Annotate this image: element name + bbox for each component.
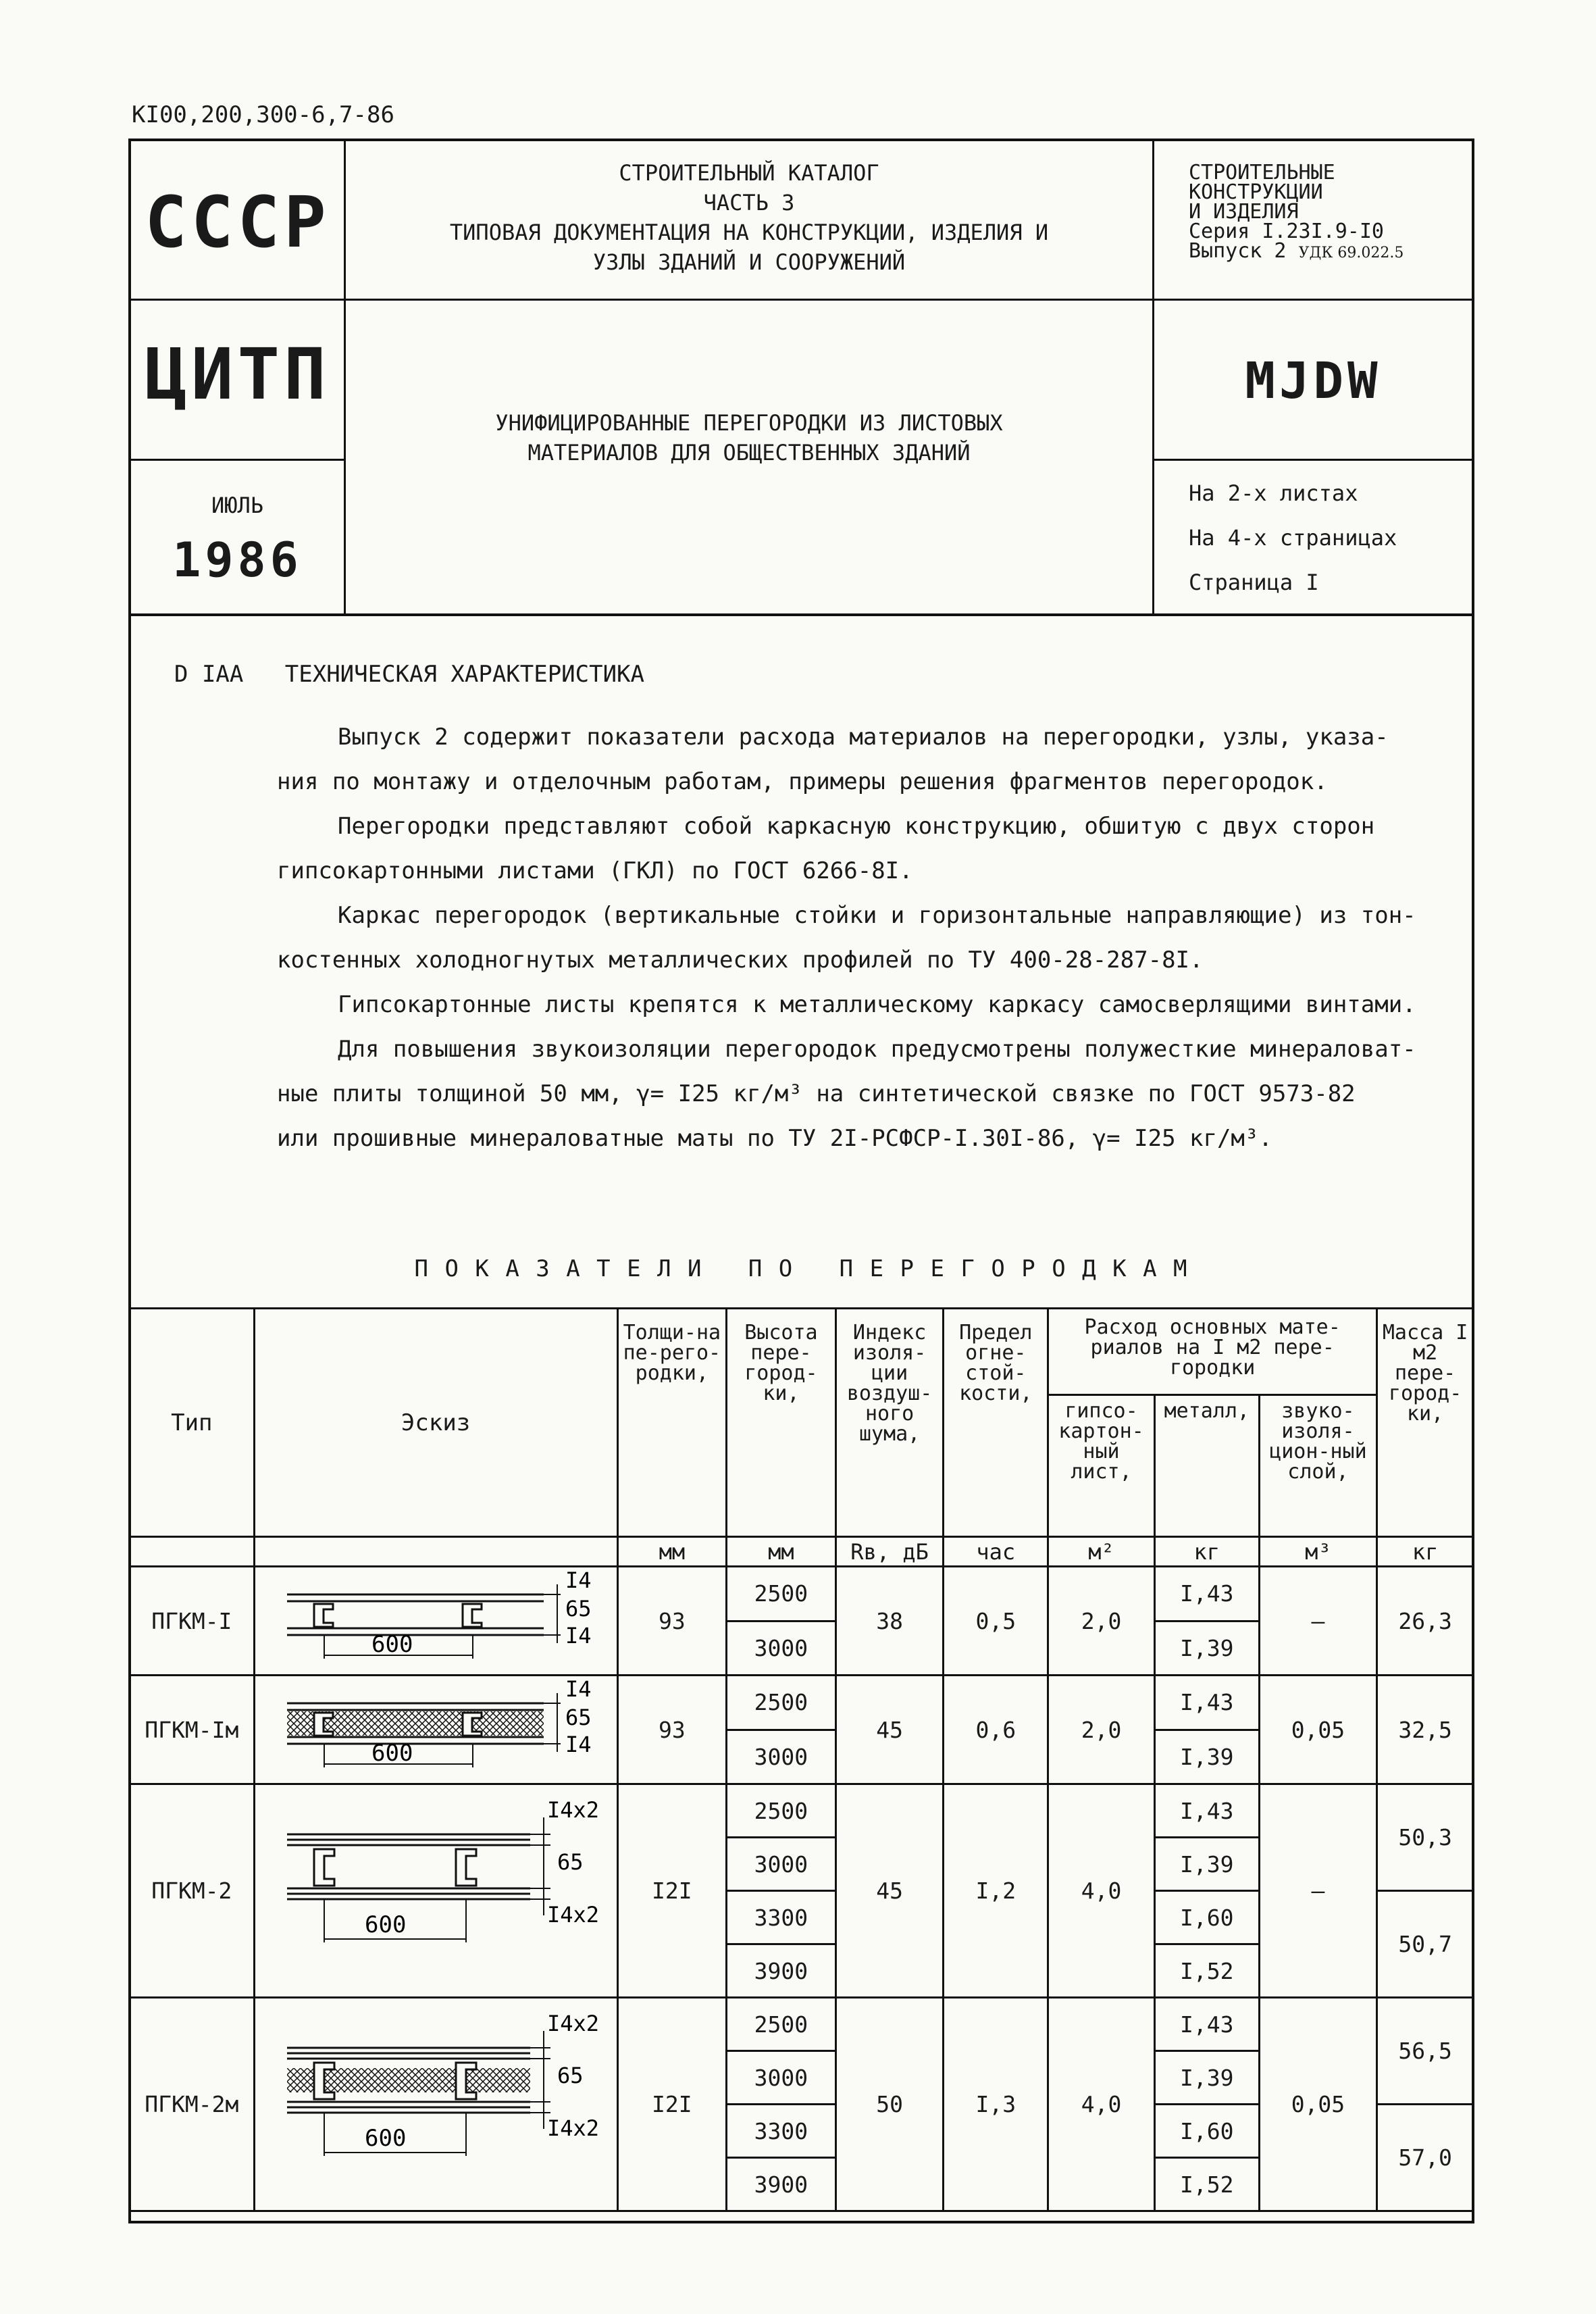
thickness-cell: I2I	[617, 1998, 727, 2211]
sketch-pgkm-2	[254, 1784, 617, 1998]
header-gkl	[1048, 1395, 1155, 1537]
indicators-table	[128, 1307, 1474, 2212]
catalog-line: УЗЛЫ ЗДАНИЙ И СООРУЖЕНИЙ	[592, 249, 906, 275]
fire-cell: 0,5	[944, 1567, 1048, 1676]
sketch-pgkm-2m	[254, 1998, 617, 2211]
paragraph-line: Перегородки представляют собой каркасную конструкцию, обшитую с двух сторон	[338, 813, 1375, 840]
header-index	[835, 1309, 944, 1537]
thickness-cell: I2I	[617, 1784, 727, 1998]
index-cell: 45	[835, 1676, 944, 1784]
header-insul	[1259, 1395, 1377, 1537]
metal-cell: I,43	[1154, 1998, 1259, 2051]
sheets-count: На 2-х листах	[1189, 480, 1358, 506]
fire-cell: I,3	[944, 1998, 1048, 2211]
mass-cell: 50,7	[1377, 1891, 1474, 1998]
year: 1986	[172, 532, 303, 588]
type-cell: ПГКМ-Iм	[130, 1676, 255, 1784]
dim-14x2: I4x2	[547, 2115, 600, 2141]
unit-gkl: м²	[1048, 1537, 1155, 1567]
paragraph-line: костенных холодногнутых металлических профилей по ТУ 400-28-287-8I.	[277, 947, 1204, 974]
metal-cell: I,39	[1154, 2051, 1259, 2105]
header-fire	[944, 1309, 1048, 1537]
series-block	[1189, 163, 1472, 263]
header-sketch: Эскиз	[254, 1309, 617, 1537]
thickness-cell: 93	[617, 1567, 727, 1676]
dim-14x2: I4x2	[547, 1796, 600, 1823]
dim-14: I4	[565, 1623, 592, 1649]
index-cell: 50	[835, 1998, 944, 2211]
height-cell: 3900	[727, 2158, 836, 2211]
unit-thickness: мм	[617, 1537, 727, 1567]
title-line: МАТЕРИАЛОВ ДЛЯ ОБЩЕСТВЕННЫХ ЗДАНИЙ	[527, 440, 971, 466]
dim-65: 65	[557, 1848, 584, 1875]
month: ИЮЛЬ	[211, 493, 264, 518]
mass-cell: 57,0	[1377, 2105, 1474, 2211]
partition-sketch	[260, 1676, 611, 1778]
mass-cell: 32,5	[1377, 1676, 1474, 1784]
header-metal	[1154, 1395, 1259, 1537]
insul-cell: –	[1259, 1784, 1377, 1998]
metal-cell: I,39	[1154, 1838, 1259, 1891]
header-text: Расход основных мате-риалов на I м2 пере-городки	[1084, 1315, 1341, 1380]
mass-cell: 50,3	[1377, 1784, 1474, 1891]
gkl-cell: 4,0	[1048, 1998, 1155, 2211]
tech-text	[338, 715, 1526, 759]
sketch-pgkm-1m	[254, 1676, 617, 1784]
header-text: Предел огне-стой-кости,	[959, 1321, 1033, 1405]
mass-cell: 26,3	[1377, 1567, 1474, 1676]
metal-cell: I,39	[1154, 1621, 1259, 1676]
header-text: Масса I м2 пере-город-ки,	[1382, 1321, 1468, 1426]
unit-cell	[130, 1537, 255, 1567]
partition-sketch	[260, 1787, 611, 1990]
unit-height: мм	[727, 1537, 836, 1567]
insul-cell: –	[1259, 1567, 1377, 1676]
metal-cell: I,52	[1154, 2158, 1259, 2211]
fire-cell: 0,6	[944, 1676, 1048, 1784]
index-cell: 38	[835, 1567, 944, 1676]
document-code: КI00,200,300-6,7-86	[132, 101, 394, 128]
dim-14x2: I4x2	[547, 2010, 600, 2036]
header-text: Высота пере-город-ки,	[744, 1321, 818, 1405]
dim-65: 65	[565, 1705, 592, 1730]
header-text: звуко-изоля-цион-ный слой,	[1269, 1399, 1367, 1484]
fire-cell: I,2	[944, 1784, 1048, 1998]
org-ussr: СССР	[145, 181, 330, 263]
paragraph-line: Каркас перегородок (вертикальные стойки и горизонтальные направляющие) из тон-	[338, 902, 1416, 929]
header-text: гипсо-картон-ный лист,	[1058, 1399, 1144, 1484]
unit-metal: кг	[1154, 1537, 1259, 1567]
paragraph-line: гипсокартонными листами (ГКЛ) по ГОСТ 6266-8I.	[277, 857, 913, 884]
catalog-line: ЧАСТЬ 3	[703, 190, 795, 216]
catalog-heading	[346, 158, 1152, 277]
section-code: D IAA	[174, 661, 244, 688]
header-text: металл,	[1164, 1399, 1250, 1423]
metal-cell: I,39	[1154, 1730, 1259, 1784]
section-title: ТЕХНИЧЕСКАЯ ХАРАКТЕРИСТИКА	[284, 661, 644, 688]
header-mass	[1377, 1309, 1474, 1537]
dim-65: 65	[565, 1596, 592, 1621]
classifier-code: MJDW	[1245, 352, 1382, 410]
series-line: СТРОИТЕЛЬНЫЕ	[1189, 161, 1335, 184]
height-cell: 2500	[727, 1676, 836, 1730]
partition-sketch	[260, 1567, 611, 1669]
insul-cell: 0,05	[1259, 1676, 1377, 1784]
dim-65: 65	[557, 2062, 584, 2088]
dim-600: 600	[365, 1911, 407, 1938]
type-cell: ПГКМ-2	[130, 1784, 255, 1998]
dim-14: I4	[565, 1567, 592, 1593]
dim-14: I4	[565, 1676, 592, 1702]
height-cell: 2500	[727, 1998, 836, 2051]
header-consumption	[1048, 1309, 1377, 1395]
dim-14: I4	[565, 1732, 592, 1757]
height-cell: 3000	[727, 1730, 836, 1784]
series-line: КОНСТРУКЦИИ	[1189, 180, 1323, 204]
height-cell: 3000	[727, 1621, 836, 1676]
sheet-info	[1189, 471, 1397, 605]
dim-600: 600	[365, 2124, 407, 2152]
unit-mass: кг	[1377, 1537, 1474, 1567]
unit-index: Rв, дБ	[835, 1537, 944, 1567]
metal-cell: I,60	[1154, 1891, 1259, 1944]
header-text: Толщи-на пе-рего-родки,	[623, 1321, 721, 1385]
series-line: И ИЗДЕЛИЯ	[1189, 200, 1299, 224]
section-heading	[174, 661, 644, 688]
title-line: УНИФИЦИРОВАННЫЕ ПЕРЕГОРОДКИ ИЗ ЛИСТОВЫХ	[495, 410, 1003, 436]
dim-600: 600	[371, 1740, 413, 1767]
header-height	[727, 1309, 836, 1537]
gkl-cell: 4,0	[1048, 1784, 1155, 1998]
height-cell: 3000	[727, 2051, 836, 2105]
title-block	[128, 139, 1474, 616]
metal-cell: I,43	[1154, 1676, 1259, 1730]
header-text: Индекс изоля-ции воздуш-ного шума,	[846, 1321, 933, 1446]
insul-cell: 0,05	[1259, 1998, 1377, 2211]
paragraph-line: ния по монтажу и отделочным работам, примеры решения фрагментов перегородок.	[277, 768, 1328, 795]
height-cell: 2500	[727, 1784, 836, 1838]
paragraph-line: Выпуск 2 содержит показатели расхода материалов на перегородки, узлы, указа-	[338, 724, 1389, 751]
type-cell: ПГКМ-I	[130, 1567, 255, 1676]
paragraph-line: Гипсокартонные листы крепятся к металлическому каркасу самосверлящими винтами.	[338, 991, 1416, 1018]
type-cell: ПГКМ-2м	[130, 1998, 255, 2211]
mass-cell: 56,5	[1377, 1998, 1474, 2105]
sketch-pgkm-1	[254, 1567, 617, 1676]
header-type: Тип	[130, 1309, 255, 1537]
paragraph-line: Для повышения звукоизоляции перегородок предусмотрены полужесткие минераловат-	[338, 1036, 1416, 1063]
height-cell: 3300	[727, 2105, 836, 2158]
index-cell: 45	[835, 1784, 944, 1998]
metal-cell: I,52	[1154, 1944, 1259, 1998]
catalog-line: ТИПОВАЯ ДОКУМЕНТАЦИЯ НА КОНСТРУКЦИИ, ИЗДЕЛИЯ И	[449, 220, 1049, 245]
unit-cell	[254, 1537, 617, 1567]
thickness-cell: 93	[617, 1676, 727, 1784]
metal-cell: I,43	[1154, 1567, 1259, 1621]
gkl-cell: 2,0	[1048, 1676, 1155, 1784]
table-title: П О К А З А Т Е Л И П О П Е Р Е Г О Р О Д К А М	[414, 1255, 1189, 1282]
org-citp: ЦИТП	[145, 333, 330, 416]
partition-sketch	[260, 2001, 611, 2203]
catalog-line: СТРОИТЕЛЬНЫЙ КАТАЛОГ	[619, 160, 879, 186]
height-cell: 3000	[727, 1838, 836, 1891]
unit-insul: м³	[1259, 1537, 1377, 1567]
udk-code: УДК 69.022.5	[1298, 245, 1404, 261]
metal-cell: I,60	[1154, 2105, 1259, 2158]
gkl-cell: 2,0	[1048, 1567, 1155, 1676]
dim-14x2: I4x2	[547, 1901, 600, 1928]
paragraph-line: или прошивные минераловатные маты по ТУ 2I-РСФСР-I.30I-86, γ= I25 кг/м³.	[277, 1125, 1272, 1152]
height-cell: 2500	[727, 1567, 836, 1621]
series-line: Серия I.23I.9-I0	[1189, 220, 1384, 243]
issue-label: Выпуск 2	[1189, 239, 1287, 263]
height-cell: 3300	[727, 1891, 836, 1944]
unit-fire: час	[944, 1537, 1048, 1567]
pages-count: На 4-х страницах	[1189, 525, 1397, 551]
metal-cell: I,43	[1154, 1784, 1259, 1838]
height-cell: 3900	[727, 1944, 836, 1998]
document-title	[346, 408, 1152, 468]
page-number: Страница I	[1189, 570, 1319, 595]
paragraph-line: ные плиты толщиной 50 мм, γ= I25 кг/м³ на синтетической связке по ГОСТ 9573-82	[277, 1080, 1356, 1107]
header-thickness	[617, 1309, 727, 1537]
dim-600: 600	[371, 1631, 413, 1658]
